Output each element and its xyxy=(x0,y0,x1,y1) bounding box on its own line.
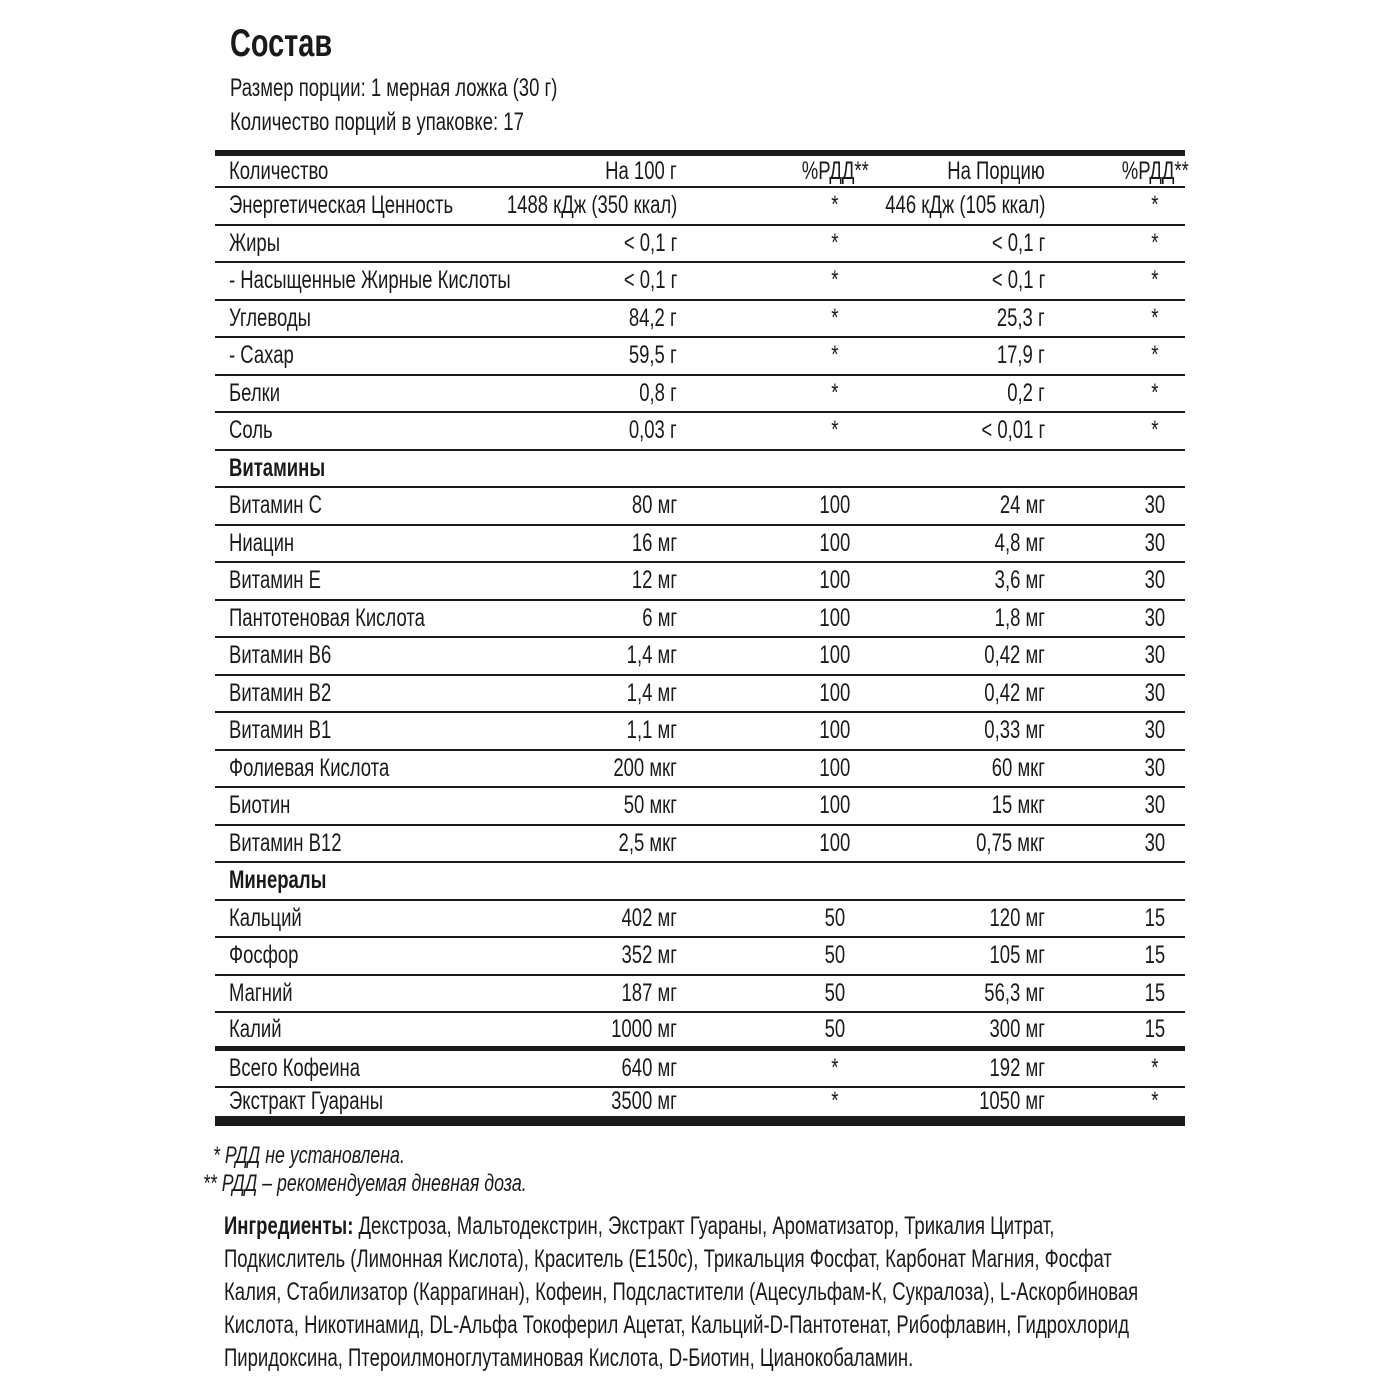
cell-rdd1: 100 xyxy=(819,791,851,820)
table-row xyxy=(215,263,1185,301)
cell-portion: 0,33 мг xyxy=(984,716,1045,745)
cell-name: Витамин С xyxy=(229,491,322,520)
cell-rdd1: * xyxy=(831,341,839,370)
cell-per100: 16 мг xyxy=(631,528,677,557)
table-row xyxy=(215,788,1185,826)
table-row xyxy=(215,1013,1185,1051)
cell-rdd1: 100 xyxy=(819,716,851,745)
cell-per100: 1000 мг xyxy=(611,1014,677,1043)
table-row xyxy=(215,376,1185,414)
cell-name: Витамин B12 xyxy=(229,828,342,857)
cell-rdd1: 100 xyxy=(819,678,851,707)
cell-per100: 84,2 г xyxy=(629,303,677,332)
cell-name: Белки xyxy=(229,378,281,407)
ingredients-line: Пиридоксина, Птероилмоноглутаминовая Кислота, D-Биотин, Цианокобаламин. xyxy=(224,1344,914,1372)
cell-portion: 17,9 г xyxy=(997,341,1045,370)
cell-portion: 192 мг xyxy=(989,1053,1045,1082)
cell-rdd2: 30 xyxy=(1144,828,1166,857)
cell-per100: 1488 кДж (350 ккал) xyxy=(506,191,677,220)
cell-rdd1: * xyxy=(831,228,839,257)
table-row xyxy=(215,713,1185,751)
table-row xyxy=(215,1088,1185,1126)
cell-rdd2: 30 xyxy=(1144,678,1166,707)
table-row xyxy=(215,488,1185,526)
cell-rdd2: 30 xyxy=(1144,528,1166,557)
table-row xyxy=(215,413,1185,451)
cell-portion: 1050 мг xyxy=(979,1087,1045,1116)
table-row xyxy=(215,301,1185,339)
cell-per100: 3500 мг xyxy=(611,1087,677,1116)
cell-per100: 200 мкг xyxy=(613,753,677,782)
cell-per100: 1,4 мг xyxy=(626,641,677,670)
cell-rdd2: * xyxy=(1151,266,1159,295)
cell-per100: 50 мкг xyxy=(623,791,677,820)
cell-rdd2: * xyxy=(1151,341,1159,370)
cell-name: Ниацин xyxy=(229,528,295,557)
table-row xyxy=(215,188,1185,226)
cell-per100: 640 мг xyxy=(621,1053,677,1082)
cell-per100: < 0,1 г xyxy=(623,266,677,295)
cell-rdd1: 100 xyxy=(819,753,851,782)
cell-portion: 0,42 мг xyxy=(984,641,1045,670)
table-row xyxy=(215,1051,1185,1089)
cell-portion: 3,6 мг xyxy=(994,566,1045,595)
cell-name: Кальций xyxy=(229,903,302,932)
cell-rdd2: 15 xyxy=(1144,1014,1166,1043)
cell-rdd1: 50 xyxy=(824,1014,846,1043)
cell-rdd2: * xyxy=(1151,416,1159,445)
cell-portion: 446 кДж (105 ккал) xyxy=(884,191,1045,220)
cell-per100: 80 мг xyxy=(631,491,677,520)
cell-name: Магний xyxy=(229,978,293,1007)
cell-rdd2: * xyxy=(1151,1053,1159,1082)
section-title: Витамины xyxy=(229,453,326,482)
cell-name: Пантотеновая Кислота xyxy=(229,603,425,632)
cell-portion: 24 мг xyxy=(999,491,1045,520)
cell-per100: 0,8 г xyxy=(639,378,677,407)
header-portion: На Порцию xyxy=(947,156,1045,185)
cell-portion: < 0,01 г xyxy=(981,416,1045,445)
ingredients-line: Калия, Стабилизатор (Каррагинан), Кофеин, Подсластители (Ацесульфам-К, Сукралоза), L-Аскорбиновая xyxy=(224,1278,1139,1306)
cell-rdd2: * xyxy=(1151,1087,1159,1116)
cell-per100: 6 мг xyxy=(642,603,677,632)
cell-name: Витамин B2 xyxy=(229,678,332,707)
cell-per100: < 0,1 г xyxy=(623,228,677,257)
header-name: Количество xyxy=(229,156,329,185)
cell-portion: 60 мкг xyxy=(991,753,1045,782)
table-row xyxy=(215,976,1185,1014)
cell-rdd1: * xyxy=(831,1053,839,1082)
cell-per100: 2,5 мкг xyxy=(618,828,677,857)
cell-rdd1: 100 xyxy=(819,491,851,520)
table-header xyxy=(215,150,1189,188)
cell-per100: 352 мг xyxy=(621,941,677,970)
cell-rdd2: 15 xyxy=(1144,941,1166,970)
cell-portion: 120 мг xyxy=(989,903,1045,932)
cell-name: - Насыщенные Жирные Кислоты xyxy=(229,266,511,295)
cell-rdd1: * xyxy=(831,378,839,407)
cell-rdd2: 30 xyxy=(1144,491,1166,520)
cell-rdd2: 30 xyxy=(1144,566,1166,595)
cell-portion: 0,42 мг xyxy=(984,678,1045,707)
cell-rdd1: 50 xyxy=(824,903,846,932)
cell-rdd1: 50 xyxy=(824,941,846,970)
cell-name: Всего Кофеина xyxy=(229,1053,361,1082)
section-heading xyxy=(215,863,1185,901)
cell-per100: 1,1 мг xyxy=(626,716,677,745)
cell-portion: 105 мг xyxy=(989,941,1045,970)
table-row xyxy=(215,901,1185,939)
cell-per100: 59,5 г xyxy=(629,341,677,370)
header-rdd2: %РДД** xyxy=(1121,156,1189,185)
cell-name: Углеводы xyxy=(229,303,311,332)
cell-name: Жиры xyxy=(229,228,281,257)
nutrition-table xyxy=(215,150,1189,1126)
cell-rdd1: 100 xyxy=(819,528,851,557)
section-title: Минералы xyxy=(229,866,327,895)
ingredients-label: Ингредиенты: xyxy=(224,1212,354,1240)
cell-rdd1: * xyxy=(831,303,839,332)
ingredients-line: Кислота, Никотинамид, DL-Альфа Токоферил Ацетат, Кальций-D-Пантотенат, Рибофлавин, Гидрохлорид xyxy=(224,1311,1129,1339)
cell-per100: 12 мг xyxy=(631,566,677,595)
cell-portion: 15 мкг xyxy=(991,791,1045,820)
footnote-rdd-not-set: * РДД не установлена. xyxy=(213,1142,405,1169)
cell-portion: 0,75 мкг xyxy=(976,828,1045,857)
table-row xyxy=(215,826,1185,864)
cell-portion: 25,3 г xyxy=(997,303,1045,332)
cell-rdd2: 30 xyxy=(1144,716,1166,745)
table-row xyxy=(215,601,1185,639)
table-row xyxy=(215,563,1185,601)
cell-rdd1: * xyxy=(831,191,839,220)
cell-portion: 4,8 мг xyxy=(994,528,1045,557)
cell-rdd2: * xyxy=(1151,303,1159,332)
cell-name: Витамин B6 xyxy=(229,641,332,670)
cell-portion: < 0,1 г xyxy=(991,228,1045,257)
cell-portion: 56,3 мг xyxy=(984,978,1045,1007)
cell-rdd2: 30 xyxy=(1144,791,1166,820)
header-per100: На 100 г xyxy=(605,156,677,185)
table-row xyxy=(215,338,1185,376)
cell-name: Биотин xyxy=(229,791,291,820)
cell-rdd2: 30 xyxy=(1144,753,1166,782)
cell-rdd1: 100 xyxy=(819,641,851,670)
cell-rdd2: 15 xyxy=(1144,978,1166,1007)
footnote-rdd-definition: ** РДД – рекомендуемая дневная доза. xyxy=(203,1170,527,1197)
cell-name: Соль xyxy=(229,416,273,445)
page-title: Состав xyxy=(230,22,333,65)
cell-per100: 402 мг xyxy=(621,903,677,932)
table-row xyxy=(215,526,1185,564)
cell-rdd2: 30 xyxy=(1144,603,1166,632)
section-heading xyxy=(215,451,1185,489)
cell-rdd1: 100 xyxy=(819,828,851,857)
cell-portion: < 0,1 г xyxy=(991,266,1045,295)
cell-name: Витамин Е xyxy=(229,566,321,595)
cell-name: Фолиевая Кислота xyxy=(229,753,390,782)
cell-rdd2: * xyxy=(1151,191,1159,220)
ingredients-line: Подкислитель (Лимонная Кислота), Краситель (Е150с), Трикальция Фосфат, Карбонат Магния, Фосфат xyxy=(224,1245,1112,1273)
cell-portion: 300 мг xyxy=(989,1014,1045,1043)
header-rdd1: %РДД** xyxy=(801,156,869,185)
cell-rdd1: * xyxy=(831,416,839,445)
cell-rdd2: * xyxy=(1151,378,1159,407)
table-row xyxy=(215,938,1185,976)
cell-name: - Сахар xyxy=(229,341,294,370)
table-row xyxy=(215,751,1185,789)
table-row xyxy=(215,676,1185,714)
cell-name: Витамин B1 xyxy=(229,716,332,745)
cell-name: Экстракт Гуараны xyxy=(229,1087,384,1116)
cell-rdd1: * xyxy=(831,1087,839,1116)
cell-rdd2: 30 xyxy=(1144,641,1166,670)
servings-per-pack: Количество порций в упаковке: 17 xyxy=(230,108,524,136)
serving-size: Размер порции: 1 мерная ложка (30 г) xyxy=(230,74,558,102)
cell-rdd1: 100 xyxy=(819,566,851,595)
cell-name: Калий xyxy=(229,1014,282,1043)
cell-rdd2: * xyxy=(1151,228,1159,257)
cell-per100: 187 мг xyxy=(621,978,677,1007)
table-row xyxy=(215,226,1185,264)
cell-portion: 1,8 мг xyxy=(994,603,1045,632)
cell-name: Энергетическая Ценность xyxy=(229,191,454,220)
cell-name: Фосфор xyxy=(229,941,299,970)
cell-per100: 0,03 г xyxy=(629,416,677,445)
cell-per100: 1,4 мг xyxy=(626,678,677,707)
table-row xyxy=(215,638,1185,676)
cell-rdd1: * xyxy=(831,266,839,295)
cell-rdd1: 100 xyxy=(819,603,851,632)
cell-rdd2: 15 xyxy=(1144,903,1166,932)
ingredients-line: Декстроза, Мальтодекстрин, Экстракт Гуараны, Ароматизатор, Трикалия Цитрат, xyxy=(353,1212,1055,1240)
cell-rdd1: 50 xyxy=(824,978,846,1007)
cell-portion: 0,2 г xyxy=(1007,378,1045,407)
ingredients-block xyxy=(224,1210,1400,1375)
